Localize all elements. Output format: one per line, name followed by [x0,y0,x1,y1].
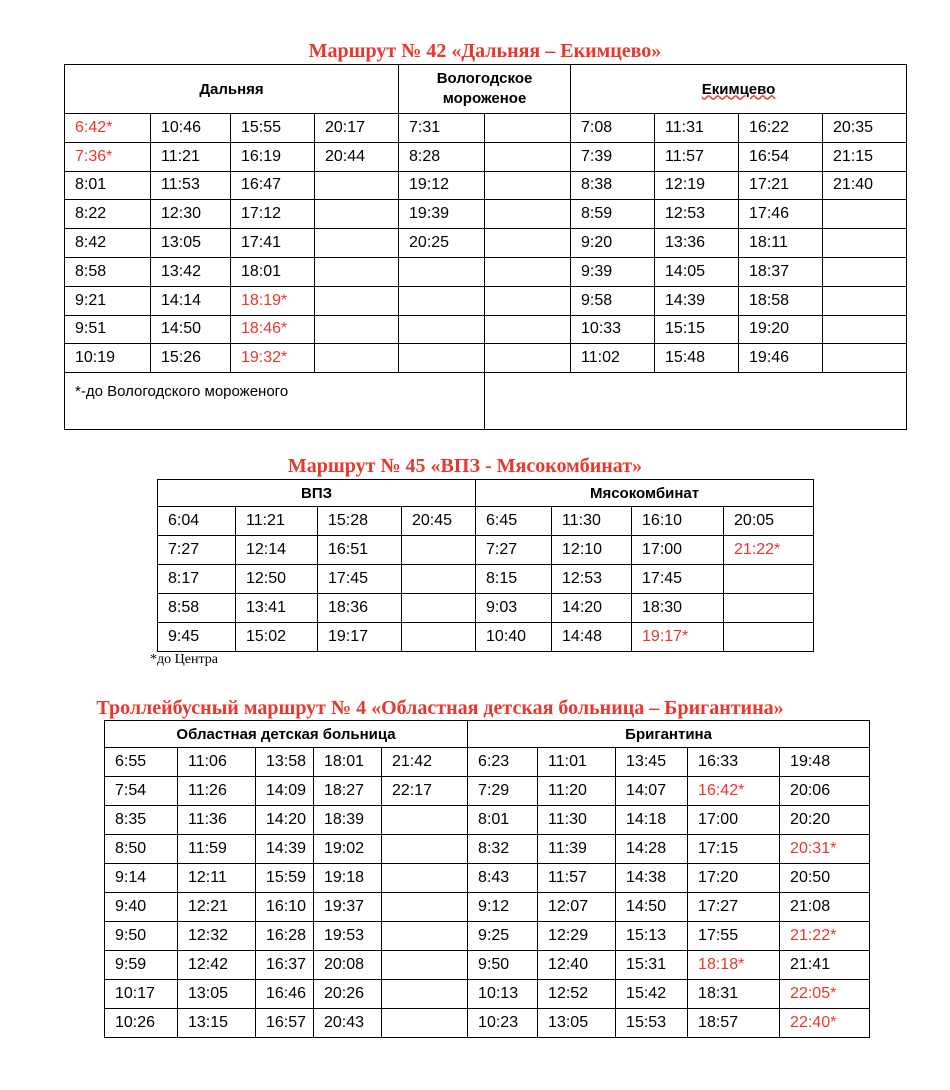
time-cell: 16:51 [318,536,402,565]
time-cell: 9:25 [468,922,538,951]
time-cell: 14:20 [552,594,632,623]
time-cell: 16:57 [256,1009,314,1038]
time-cell: 22:05* [780,980,870,1009]
time-cell: 20:43 [314,1009,382,1038]
time-cell: 16:37 [256,951,314,980]
table-row [105,777,870,806]
time-cell: 10:33 [571,315,655,344]
time-cell: 18:39 [314,806,382,835]
table-row [65,142,907,171]
time-cell: 16:42* [688,777,780,806]
time-cell: 13:05 [178,980,256,1009]
time-cell: 13:05 [151,229,231,258]
time-cell [724,565,814,594]
time-cell: 21:08 [780,893,870,922]
time-cell [399,344,485,373]
time-cell: 12:50 [236,565,318,594]
time-cell: 14:38 [616,864,688,893]
time-cell [315,171,399,200]
time-cell: 8:17 [158,565,236,594]
time-cell: 9:39 [571,257,655,286]
header-dalnyaya: Дальняя [65,65,399,114]
time-cell: 20:08 [314,951,382,980]
time-cell: 16:47 [231,171,315,200]
time-cell [382,864,468,893]
time-cell: 8:01 [65,171,151,200]
time-cell: 21:22* [724,536,814,565]
time-cell: 8:43 [468,864,538,893]
time-cell: 18:01 [231,257,315,286]
time-cell: 16:22 [739,114,823,143]
time-cell: 13:42 [151,257,231,286]
time-cell [485,114,571,143]
time-cell: 8:58 [65,257,151,286]
time-cell: 12:40 [538,951,616,980]
time-cell: 17:15 [688,835,780,864]
time-cell: 17:41 [231,229,315,258]
table-row [65,200,907,229]
time-cell: 10:17 [105,980,178,1009]
time-cell: 10:40 [476,623,552,652]
time-cell: 21:41 [780,951,870,980]
time-cell [823,344,907,373]
header-myasokombinat: Мясокомбинат [476,480,814,507]
time-cell: 13:36 [655,229,739,258]
time-cell: 11:59 [178,835,256,864]
time-cell: 14:20 [256,806,314,835]
time-cell: 7:27 [476,536,552,565]
time-cell: 13:15 [178,1009,256,1038]
time-cell: 14:50 [151,315,231,344]
time-cell: 17:45 [318,565,402,594]
table-row [105,864,870,893]
note-row [65,373,907,430]
time-cell: 15:48 [655,344,739,373]
time-cell: 20:20 [780,806,870,835]
time-cell: 16:28 [256,922,314,951]
time-cell: 15:53 [616,1009,688,1038]
time-cell: 20:35 [823,114,907,143]
time-cell: 14:05 [655,257,739,286]
time-cell: 9:40 [105,893,178,922]
time-cell: 14:39 [256,835,314,864]
time-cell [382,980,468,1009]
time-cell: 18:57 [688,1009,780,1038]
time-cell: 6:23 [468,748,538,777]
time-cell [823,257,907,286]
time-cell: 12:19 [655,171,739,200]
time-cell: 12:29 [538,922,616,951]
time-cell: 14:18 [616,806,688,835]
time-cell: 10:13 [468,980,538,1009]
time-cell: 14:07 [616,777,688,806]
time-cell [315,315,399,344]
time-cell: 6:42* [65,114,151,143]
route-42-note: *-до Вологодского мороженого [65,373,485,430]
route-45-note: *до Центра [150,652,218,667]
time-cell: 8:42 [65,229,151,258]
time-cell: 15:55 [231,114,315,143]
time-cell: 20:17 [315,114,399,143]
time-cell: 19:17 [318,623,402,652]
route-42-table [64,64,907,430]
time-cell [724,623,814,652]
time-cell: 11:01 [538,748,616,777]
time-cell: 9:03 [476,594,552,623]
time-cell: 8:28 [399,142,485,171]
time-cell: 15:13 [616,922,688,951]
time-cell [485,142,571,171]
header-morozhenoe: Вологодское мороженое [399,65,571,114]
time-cell: 16:46 [256,980,314,1009]
time-cell: 14:50 [616,893,688,922]
time-cell: 9:59 [105,951,178,980]
table-row [158,507,814,536]
time-cell: 18:37 [739,257,823,286]
time-cell: 20:45 [402,507,476,536]
time-cell: 14:09 [256,777,314,806]
time-cell: 20:26 [314,980,382,1009]
time-cell: 9:12 [468,893,538,922]
time-cell: 20:06 [780,777,870,806]
header-ekimtsevo: Екимцево [571,65,907,114]
header-brigantina: Бригантина [468,721,870,748]
time-cell: 19:17* [632,623,724,652]
time-cell: 19:12 [399,171,485,200]
time-cell: 18:18* [688,951,780,980]
time-cell: 18:01 [314,748,382,777]
time-cell [485,200,571,229]
time-cell [823,200,907,229]
time-cell: 12:52 [538,980,616,1009]
time-cell [315,286,399,315]
time-cell: 15:59 [256,864,314,893]
time-cell: 17:27 [688,893,780,922]
time-cell: 20:50 [780,864,870,893]
time-cell [382,922,468,951]
time-cell: 17:55 [688,922,780,951]
time-cell: 12:30 [151,200,231,229]
time-cell: 9:50 [468,951,538,980]
time-cell: 12:53 [552,565,632,594]
time-cell: 18:11 [739,229,823,258]
time-cell: 19:02 [314,835,382,864]
time-cell: 20:44 [315,142,399,171]
time-cell: 17:45 [632,565,724,594]
time-cell: 16:10 [632,507,724,536]
time-cell: 13:41 [236,594,318,623]
time-cell: 9:58 [571,286,655,315]
time-cell: 11:06 [178,748,256,777]
time-cell: 9:20 [571,229,655,258]
route-42-title: Маршрут № 42 «Дальняя – Екимцево» [308,40,662,62]
time-cell: 17:00 [688,806,780,835]
time-cell: 20:25 [399,229,485,258]
time-cell: 8:01 [468,806,538,835]
time-cell: 16:10 [256,893,314,922]
time-cell: 11:26 [178,777,256,806]
time-cell: 19:46 [739,344,823,373]
time-cell: 22:17 [382,777,468,806]
time-cell: 15:42 [616,980,688,1009]
time-cell: 11:30 [552,507,632,536]
time-cell: 7:29 [468,777,538,806]
table-row [105,835,870,864]
table-row [158,565,814,594]
time-cell: 8:35 [105,806,178,835]
table-row [65,114,907,143]
time-cell: 8:15 [476,565,552,594]
time-cell: 12:10 [552,536,632,565]
time-cell: 12:21 [178,893,256,922]
time-cell: 14:28 [616,835,688,864]
time-cell: 7:36* [65,142,151,171]
time-cell [399,286,485,315]
time-cell: 15:26 [151,344,231,373]
route-45-table [157,479,814,652]
time-cell [823,315,907,344]
time-cell: 12:07 [538,893,616,922]
time-cell: 11:21 [236,507,318,536]
time-cell: 10:19 [65,344,151,373]
table-row [105,1009,870,1038]
time-cell [402,536,476,565]
time-cell [382,1009,468,1038]
time-cell: 7:54 [105,777,178,806]
time-cell: 17:46 [739,200,823,229]
time-cell: 17:00 [632,536,724,565]
time-cell: 8:58 [158,594,236,623]
time-cell: 9:45 [158,623,236,652]
time-cell: 21:22* [780,922,870,951]
time-cell [402,623,476,652]
time-cell [823,229,907,258]
time-cell: 7:31 [399,114,485,143]
time-cell: 11:30 [538,806,616,835]
time-cell: 15:15 [655,315,739,344]
time-cell: 12:11 [178,864,256,893]
time-cell: 10:23 [468,1009,538,1038]
header-vpz: ВПЗ [158,480,476,507]
time-cell: 11:57 [538,864,616,893]
time-cell: 12:42 [178,951,256,980]
table-row [65,257,907,286]
time-cell: 8:59 [571,200,655,229]
time-cell [485,257,571,286]
time-cell: 17:12 [231,200,315,229]
time-cell: 11:36 [178,806,256,835]
time-cell: 6:04 [158,507,236,536]
time-cell: 12:53 [655,200,739,229]
time-cell: 15:28 [318,507,402,536]
time-cell [399,315,485,344]
time-cell: 9:50 [105,922,178,951]
time-cell: 18:27 [314,777,382,806]
time-cell: 21:15 [823,142,907,171]
time-cell [382,806,468,835]
time-cell: 15:02 [236,623,318,652]
time-cell [485,315,571,344]
time-cell: 21:42 [382,748,468,777]
table-row [105,748,870,777]
table-row [65,315,907,344]
time-cell: 8:22 [65,200,151,229]
table-row [158,594,814,623]
time-cell: 6:55 [105,748,178,777]
time-cell: 11:53 [151,171,231,200]
time-cell: 16:33 [688,748,780,777]
table-row [65,344,907,373]
time-cell: 14:14 [151,286,231,315]
time-cell: 19:37 [314,893,382,922]
time-cell: 15:31 [616,951,688,980]
time-cell: 16:54 [739,142,823,171]
time-cell: 8:50 [105,835,178,864]
time-cell: 10:46 [151,114,231,143]
time-cell [402,594,476,623]
time-cell: 7:27 [158,536,236,565]
time-cell: 6:45 [476,507,552,536]
trolley-4-table [104,720,870,1038]
time-cell: 19:48 [780,748,870,777]
time-cell: 11:31 [655,114,739,143]
time-cell: 22:40* [780,1009,870,1038]
table-row [65,229,907,258]
time-cell: 18:19* [231,286,315,315]
time-cell [315,344,399,373]
time-cell: 10:26 [105,1009,178,1038]
time-cell [724,594,814,623]
time-cell: 13:05 [538,1009,616,1038]
time-cell: 18:31 [688,980,780,1009]
time-cell: 7:08 [571,114,655,143]
table-row [158,536,814,565]
time-cell: 11:21 [151,142,231,171]
time-cell: 11:02 [571,344,655,373]
route-45-title: Маршрут № 45 «ВПЗ - Мясокомбинат» [287,455,643,477]
table-row [105,806,870,835]
time-cell [382,951,468,980]
time-cell: 8:38 [571,171,655,200]
empty-cell [485,373,907,430]
time-cell [382,835,468,864]
time-cell: 18:46* [231,315,315,344]
time-cell: 19:39 [399,200,485,229]
time-cell [485,286,571,315]
time-cell [399,257,485,286]
header-bolnitsa: Областная детская больница [105,721,468,748]
time-cell: 18:36 [318,594,402,623]
time-cell [485,344,571,373]
time-cell [823,286,907,315]
table-row [65,171,907,200]
time-cell: 19:32* [231,344,315,373]
table-row [105,922,870,951]
time-cell [382,893,468,922]
time-cell: 17:21 [739,171,823,200]
time-cell: 20:31* [780,835,870,864]
time-cell: 13:45 [616,748,688,777]
time-cell [485,229,571,258]
time-cell: 16:19 [231,142,315,171]
table-row [65,286,907,315]
time-cell: 17:20 [688,864,780,893]
time-cell: 9:51 [65,315,151,344]
time-cell: 11:39 [538,835,616,864]
table-row [105,893,870,922]
time-cell: 20:05 [724,507,814,536]
time-cell: 14:48 [552,623,632,652]
time-cell: 19:18 [314,864,382,893]
time-cell [315,257,399,286]
time-cell [315,229,399,258]
time-cell: 8:32 [468,835,538,864]
time-cell: 12:14 [236,536,318,565]
trolley-4-title: Троллейбусный маршрут № 4 «Областная детская больница – Бригантина» [96,697,784,719]
time-cell: 13:58 [256,748,314,777]
time-cell: 21:40 [823,171,907,200]
time-cell: 18:30 [632,594,724,623]
time-cell: 11:20 [538,777,616,806]
table-row [158,623,814,652]
time-cell: 7:39 [571,142,655,171]
time-cell [402,565,476,594]
time-cell: 9:14 [105,864,178,893]
table-row [105,980,870,1009]
time-cell: 14:39 [655,286,739,315]
table-row [105,951,870,980]
time-cell: 19:53 [314,922,382,951]
time-cell [485,171,571,200]
time-cell: 9:21 [65,286,151,315]
time-cell: 12:32 [178,922,256,951]
time-cell [315,200,399,229]
time-cell: 19:20 [739,315,823,344]
time-cell: 18:58 [739,286,823,315]
time-cell: 11:57 [655,142,739,171]
